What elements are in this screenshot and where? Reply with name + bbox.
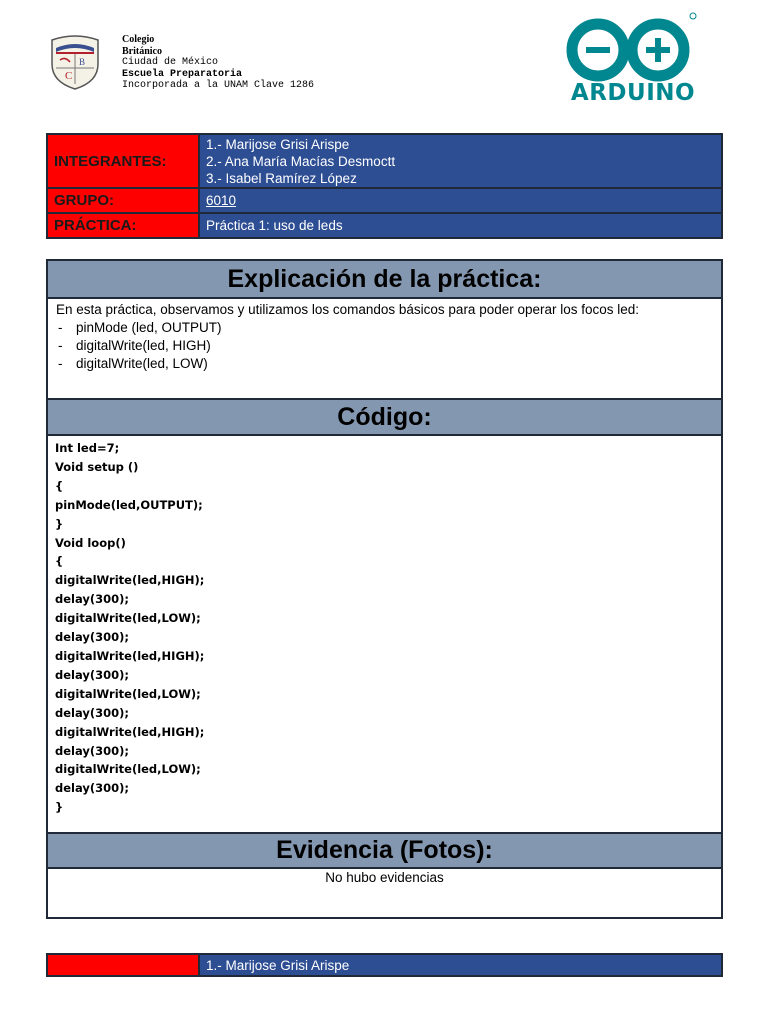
integrantes-list — [199, 134, 722, 188]
code-line: { — [55, 554, 64, 569]
code-line: digitalWrite(led,HIGH); — [55, 573, 205, 588]
evidencia-title: Evidencia (Fotos): — [48, 834, 721, 869]
school-info — [122, 34, 314, 92]
explicacion-title: Explicación de la práctica: — [48, 261, 721, 299]
member-1: 1.- Marijose Grisi Arispe — [206, 136, 350, 152]
code-line: delay(300); — [55, 781, 129, 796]
arduino-logo-text: ARDUINO — [570, 80, 696, 106]
code-block — [48, 436, 721, 820]
integrantes-table — [46, 133, 723, 239]
code-line: delay(300); — [55, 630, 129, 645]
code-line: { — [55, 478, 64, 493]
code-line: delay(300); — [55, 705, 129, 720]
code-line: delay(300); — [55, 743, 129, 758]
school-level: Escuela Preparatoria — [122, 68, 243, 80]
command-item: - digitalWrite(led, LOW) — [56, 355, 713, 373]
evidencia-text: No hubo evidencias — [48, 869, 721, 885]
code-line: delay(300); — [55, 592, 129, 607]
code-line: Void setup () — [55, 459, 139, 474]
code-line: pinMode(led,OUTPUT); — [55, 497, 203, 512]
code-line: digitalWrite(led,LOW); — [55, 611, 201, 626]
grupo-value: 6010 — [199, 188, 722, 213]
grupo-label: GRUPO: — [47, 188, 199, 213]
code-line: Void loop() — [55, 535, 126, 550]
command-item: - digitalWrite(led, HIGH) — [56, 337, 713, 355]
command-list — [56, 319, 713, 373]
code-line: Int led=7; — [55, 441, 120, 455]
command-item: - pinMode (led, OUTPUT) — [56, 319, 713, 337]
svg-text:C: C — [65, 70, 73, 82]
footer-label-cell — [47, 954, 199, 976]
code-line: } — [55, 516, 64, 531]
footer-member: 1.- Marijose Grisi Arispe — [199, 954, 722, 976]
footer-table — [46, 953, 723, 977]
member-2: 2.- Ana María Macías Desmoctt — [206, 153, 396, 169]
explicacion-body — [48, 299, 721, 398]
code-line: digitalWrite(led,LOW); — [55, 686, 201, 701]
school-city: Ciudad de México — [122, 57, 219, 68]
code-line: delay(300); — [55, 667, 129, 682]
svg-text:B: B — [79, 57, 86, 67]
code-line: digitalWrite(led,HIGH); — [55, 724, 205, 739]
main-section — [46, 259, 723, 835]
explicacion-text: En esta práctica, observamos y utilizamos los comandos básicos para poder operar los focos led: — [56, 302, 640, 317]
practica-value: Práctica 1: uso de leds — [199, 213, 722, 238]
member-3: 3.- Isabel Ramírez López — [206, 170, 357, 186]
integrantes-label: INTEGRANTES: — [47, 134, 199, 188]
code-line: digitalWrite(led,LOW); — [55, 762, 201, 777]
code-line: digitalWrite(led,HIGH); — [55, 648, 205, 663]
school-name-line2: Británico — [122, 45, 162, 57]
practica-label: PRÁCTICA: — [47, 213, 199, 238]
school-crest-icon — [48, 34, 102, 90]
school-incorporation: Incorporada a la UNAM Clave 1286 — [122, 80, 315, 91]
code-line: } — [55, 800, 64, 815]
evidencia-section — [46, 832, 723, 919]
codigo-title: Código: — [48, 398, 721, 436]
school-name-line1: Colegio — [122, 34, 155, 45]
page-header — [48, 30, 728, 110]
